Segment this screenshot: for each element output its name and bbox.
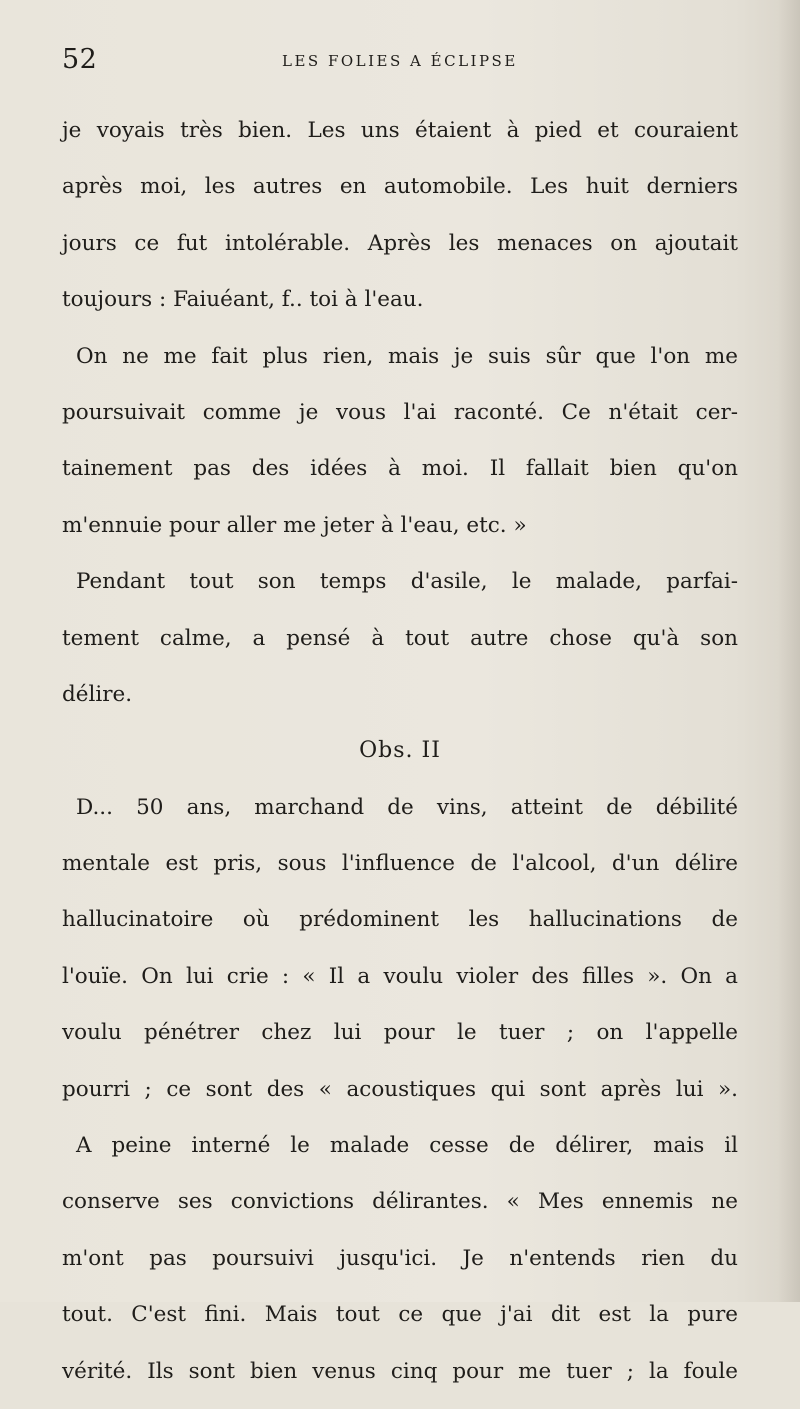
- text-line: tement calme, a pensé à tout autre chose qu'à son: [62, 625, 738, 651]
- text-line: conserve ses convictions délirantes. « Mes ennemis ne: [62, 1189, 738, 1215]
- running-head: LES FOLIES A ÉCLIPSE: [282, 52, 518, 70]
- text-line: pourri ; ce sont des « acoustiques qui sont après lui ».: [62, 1076, 738, 1102]
- text-line: voulu pénétrer chez lui pour le tuer ; on l'appelle: [62, 1020, 738, 1046]
- section-title: Obs. II: [359, 738, 441, 764]
- text-line: poursuivait comme je vous l'ai raconté. Ce n'était cer-: [62, 399, 738, 425]
- text-line: m'ont pas poursuivi jusqu'ici. Je n'entends rien du: [62, 1245, 738, 1271]
- text-line: jours ce fut intolérable. Après les menaces on ajoutait: [62, 230, 738, 256]
- text-line: délire.: [62, 681, 133, 707]
- page-edge-shadow: [778, 0, 800, 1302]
- page-number: 52: [62, 44, 98, 75]
- text-line: après moi, les autres en automobile. Les huit derniers: [62, 174, 738, 200]
- text-line: l'ouïe. On lui crie : « Il a voulu violer des filles ». On a: [62, 963, 738, 989]
- page-header: [50, 44, 750, 84]
- body-text: [62, 112, 738, 1409]
- text-line: A peine interné le malade cesse de délirer, mais il: [76, 1133, 738, 1159]
- text-line: tainement pas des idées à moi. Il fallait bien qu'on: [62, 456, 738, 482]
- text-line: m'ennuie pour aller me jeter à l'eau, etc. »: [62, 512, 527, 538]
- text-line: mentale est pris, sous l'influence de l'alcool, d'un délire: [62, 851, 738, 877]
- text-line: hallucinatoire où prédominent les hallucinations de: [62, 907, 738, 933]
- text-line: vérité. Ils sont bien venus cinq pour me tuer ; la foule: [62, 1358, 738, 1384]
- text-line: On ne me fait plus rien, mais je suis sûr que l'on me: [76, 343, 738, 369]
- text-line: tout. C'est fini. Mais tout ce que j'ai dit est la pure: [62, 1302, 738, 1328]
- text-line: je voyais très bien. Les uns étaient à pied et couraient: [62, 118, 738, 143]
- text-line: Pendant tout son temps d'asile, le malade, parfai-: [76, 569, 738, 595]
- text-line: toujours : Faiuéant, f.. toi à l'eau.: [62, 287, 424, 313]
- text-line: D... 50 ans, marchand de vins, atteint de débilité: [76, 794, 738, 820]
